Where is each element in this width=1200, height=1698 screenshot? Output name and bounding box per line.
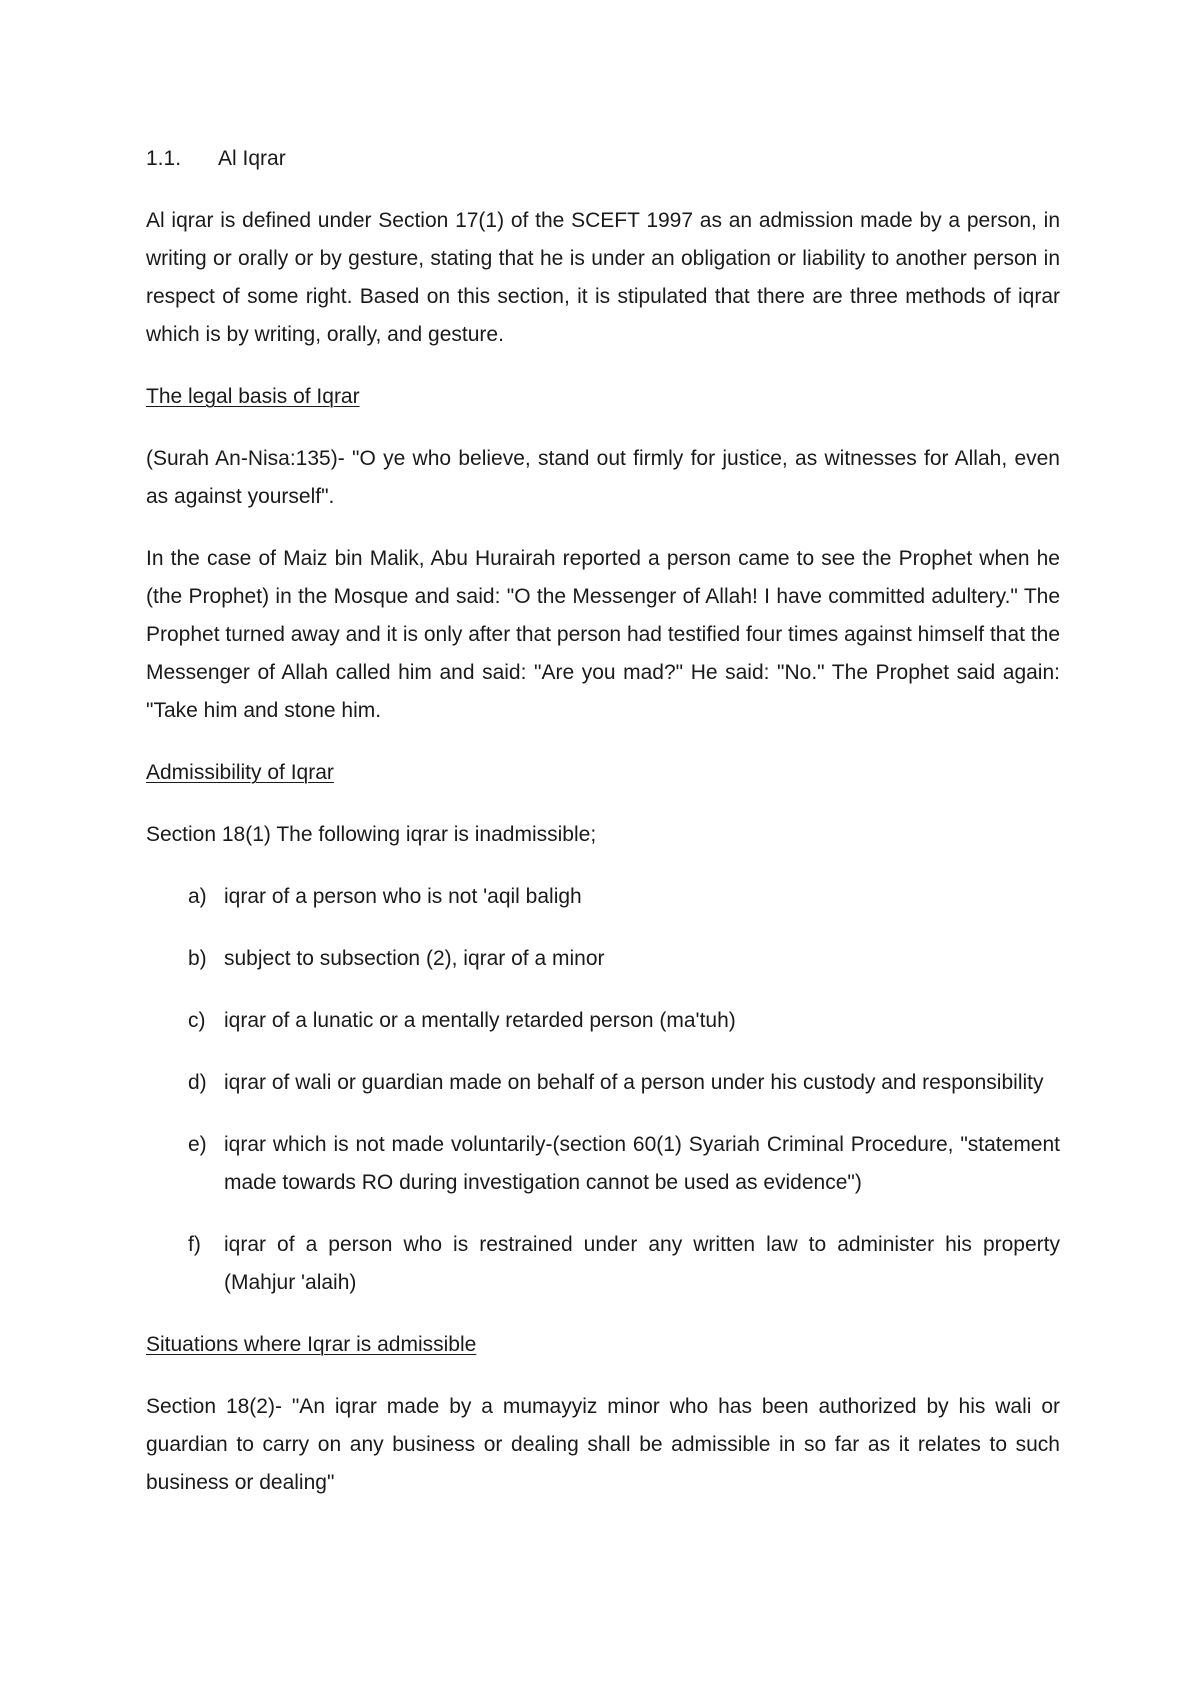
list-item-text: iqrar of a person who is restrained under any written law to administer his property (Mahjur 'alaih)	[224, 1233, 1060, 1294]
admissibility-heading: Admissibility of Iqrar	[146, 761, 334, 784]
inadmissible-list	[146, 878, 1060, 1302]
hadith-paragraph: In the case of Maiz bin Malik, Abu Hurairah reported a person came to see the Prophet when he (the Prophet) in the Mosque and said: "O the Messenger of Allah! I have committed adultery." The Prophet turned away and it is only after that person had testified four times against himself that the Messenger of Allah called him and said: "Are you mad?" He said: "No." The Prophet said again: "Take him and stone him.	[146, 547, 1061, 722]
admissible-situations-heading: Situations where Iqrar is admissible	[146, 1333, 477, 1356]
list-marker: b)	[188, 947, 207, 970]
section-number: 1.1.	[146, 147, 182, 170]
quran-paragraph: (Surah An-Nisa:135)- "O ye who believe, stand out firmly for justice, as witnesses for Allah, even as against yourself".	[146, 447, 1060, 508]
list-item	[146, 1226, 1060, 1302]
document-page	[146, 140, 1060, 1526]
list-item	[146, 940, 1060, 978]
section-heading	[146, 140, 1060, 178]
list-marker: d)	[188, 1071, 207, 1094]
admissible-situations-paragraph: Section 18(2)- "An iqrar made by a mumayyiz minor who has been authorized by his wali or guardian to carry on any business or dealing shall be admissible in so far as it relates to such business or dealing"	[146, 1395, 1060, 1494]
list-item-text: iqrar which is not made voluntarily-(section 60(1) Syariah Criminal Procedure, "statement made towards RO during investigation cannot be used as evidence")	[224, 1133, 1060, 1194]
list-item	[146, 1126, 1060, 1202]
section-title: Al Iqrar	[218, 147, 286, 170]
admissibility-intro: Section 18(1) The following iqrar is inadmissible;	[146, 823, 597, 846]
legal-basis-heading: The legal basis of Iqrar	[146, 385, 360, 408]
list-item	[146, 878, 1060, 916]
list-item-text: iqrar of a person who is not 'aqil baligh	[224, 885, 582, 908]
list-item	[146, 1002, 1060, 1040]
list-marker: f)	[188, 1233, 201, 1256]
list-marker: e)	[188, 1133, 207, 1156]
list-item-text: iqrar of wali or guardian made on behalf of a person under his custody and responsibility	[224, 1071, 1044, 1094]
list-marker: c)	[188, 1009, 206, 1032]
list-marker: a)	[188, 885, 207, 908]
list-item-text: iqrar of a lunatic or a mentally retarded person (ma'tuh)	[224, 1009, 736, 1032]
intro-paragraph: Al iqrar is defined under Section 17(1) of the SCEFT 1997 as an admission made by a person, in writing or orally or by gesture, stating that he is under an obligation or liability to another person in respect of some right. Based on this section, it is stipulated that there are three methods of iqrar which is by writing, orally, and gesture.	[146, 209, 1060, 346]
list-item-text: subject to subsection (2), iqrar of a minor	[224, 947, 605, 970]
list-item	[146, 1064, 1060, 1102]
